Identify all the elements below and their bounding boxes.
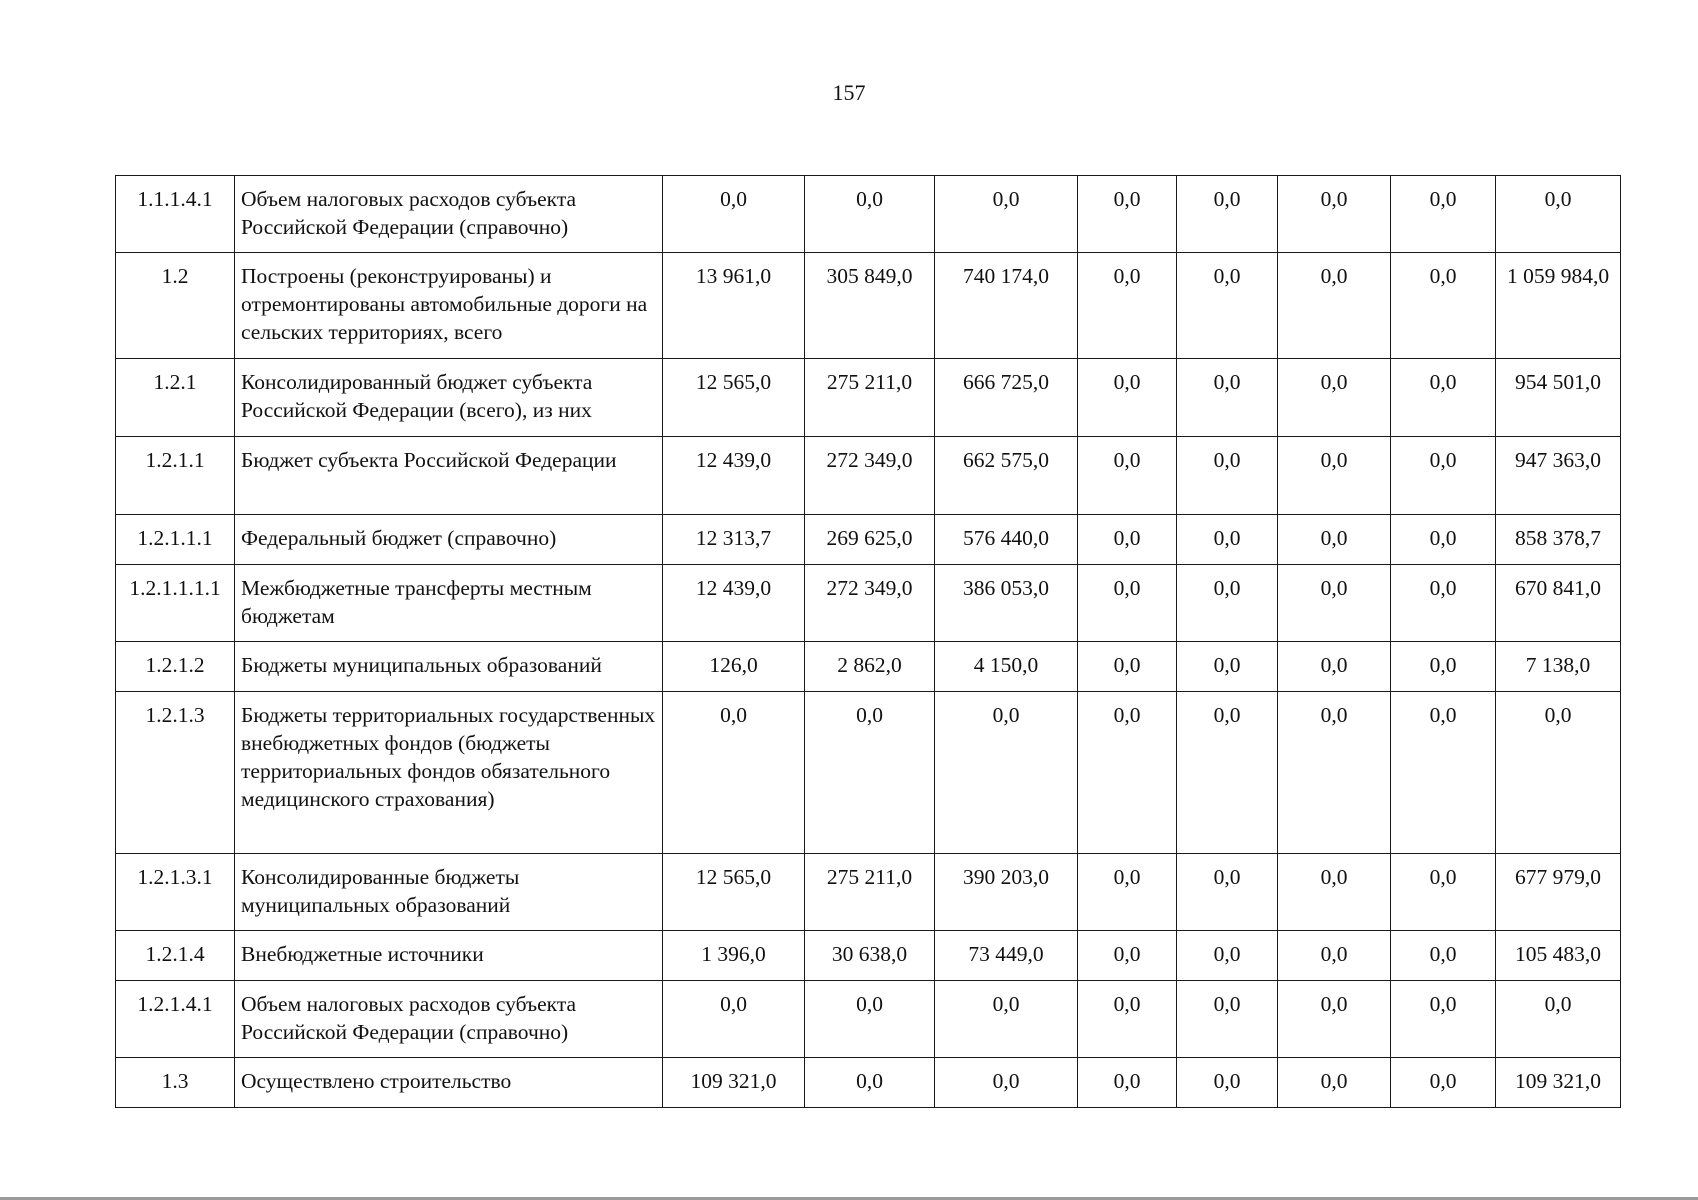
row-total: 670 841,0 (1496, 565, 1621, 642)
row-name: Внебюджетные источники (235, 931, 663, 981)
row-value: 0,0 (1177, 176, 1278, 253)
row-value: 0,0 (1278, 642, 1391, 692)
row-value: 275 211,0 (805, 359, 935, 437)
row-name: Построены (реконструированы) и отремонтированы автомобильные дороги на сельских территориях, всего (235, 253, 663, 359)
table-row (116, 1058, 1621, 1108)
row-name: Бюджеты муниципальных образований (235, 642, 663, 692)
row-value: 576 440,0 (935, 515, 1078, 565)
row-name: Бюджеты территориальных государственных внебюджетных фондов (бюджеты территориальных фондов обязательного медицинского страхования) (235, 692, 663, 854)
row-value: 0,0 (1177, 1058, 1278, 1108)
row-value: 0,0 (1278, 565, 1391, 642)
row-value: 0,0 (1177, 981, 1278, 1058)
row-name: Федеральный бюджет (справочно) (235, 515, 663, 565)
row-value: 0,0 (1177, 642, 1278, 692)
row-total: 947 363,0 (1496, 437, 1621, 515)
row-value: 0,0 (1078, 692, 1177, 854)
row-value: 662 575,0 (935, 437, 1078, 515)
row-value: 0,0 (1078, 253, 1177, 359)
row-value: 0,0 (1391, 565, 1496, 642)
row-number: 1.2.1.2 (116, 642, 235, 692)
row-name: Консолидированные бюджеты муниципальных образований (235, 854, 663, 931)
row-value: 386 053,0 (935, 565, 1078, 642)
table-row (116, 981, 1621, 1058)
row-total: 1 059 984,0 (1496, 253, 1621, 359)
row-value: 0,0 (805, 176, 935, 253)
row-value: 0,0 (1391, 642, 1496, 692)
table-row (116, 565, 1621, 642)
row-value: 0,0 (935, 981, 1078, 1058)
row-total: 954 501,0 (1496, 359, 1621, 437)
row-name: Осуществлено строительство (235, 1058, 663, 1108)
row-number: 1.2.1.3.1 (116, 854, 235, 931)
row-number: 1.3 (116, 1058, 235, 1108)
row-value: 0,0 (663, 981, 805, 1058)
row-value: 305 849,0 (805, 253, 935, 359)
row-value: 0,0 (1078, 515, 1177, 565)
row-number: 1.2.1.3 (116, 692, 235, 854)
table-row (116, 253, 1621, 359)
row-value: 0,0 (1177, 253, 1278, 359)
page-number: 157 (832, 80, 866, 105)
row-value: 0,0 (805, 692, 935, 854)
row-value: 12 313,7 (663, 515, 805, 565)
row-value: 666 725,0 (935, 359, 1078, 437)
row-value: 0,0 (935, 1058, 1078, 1108)
row-value: 0,0 (1278, 437, 1391, 515)
row-name: Объем налоговых расходов субъекта Российской Федерации (справочно) (235, 176, 663, 253)
row-name: Консолидированный бюджет субъекта Российской Федерации (всего), из них (235, 359, 663, 437)
row-number: 1.2.1.4 (116, 931, 235, 981)
row-value: 0,0 (1278, 692, 1391, 854)
row-value: 0,0 (1078, 1058, 1177, 1108)
table-row (116, 692, 1621, 854)
row-total: 0,0 (1496, 176, 1621, 253)
row-value: 0,0 (1391, 931, 1496, 981)
row-value: 0,0 (1177, 565, 1278, 642)
table-row (116, 437, 1621, 515)
row-total: 0,0 (1496, 692, 1621, 854)
row-value: 269 625,0 (805, 515, 935, 565)
row-value: 30 638,0 (805, 931, 935, 981)
row-value: 0,0 (1391, 437, 1496, 515)
row-value: 0,0 (1177, 359, 1278, 437)
row-value: 2 862,0 (805, 642, 935, 692)
row-value: 0,0 (1391, 253, 1496, 359)
row-value: 0,0 (1278, 981, 1391, 1058)
row-value: 272 349,0 (805, 437, 935, 515)
row-total: 109 321,0 (1496, 1058, 1621, 1108)
row-value: 0,0 (663, 692, 805, 854)
row-number: 1.1.1.4.1 (116, 176, 235, 253)
table-row (116, 931, 1621, 981)
row-value: 0,0 (805, 981, 935, 1058)
table-row (116, 854, 1621, 931)
budget-table (115, 175, 1621, 1108)
row-total: 677 979,0 (1496, 854, 1621, 931)
row-value: 0,0 (1177, 437, 1278, 515)
row-value: 12 439,0 (663, 437, 805, 515)
row-name: Бюджет субъекта Российской Федерации (235, 437, 663, 515)
row-value: 0,0 (1278, 359, 1391, 437)
table-row (116, 359, 1621, 437)
row-name: Объем налоговых расходов субъекта Российской Федерации (справочно) (235, 981, 663, 1058)
row-number: 1.2.1.1 (116, 437, 235, 515)
row-value: 0,0 (1078, 642, 1177, 692)
row-total: 858 378,7 (1496, 515, 1621, 565)
row-value: 0,0 (1278, 253, 1391, 359)
table-row (116, 515, 1621, 565)
row-value: 0,0 (1391, 1058, 1496, 1108)
row-name: Межбюджетные трансферты местным бюджетам (235, 565, 663, 642)
row-value: 0,0 (935, 176, 1078, 253)
row-number: 1.2 (116, 253, 235, 359)
row-value: 272 349,0 (805, 565, 935, 642)
row-value: 0,0 (1391, 359, 1496, 437)
row-value: 0,0 (1278, 176, 1391, 253)
row-value: 0,0 (1177, 854, 1278, 931)
row-value: 0,0 (1391, 981, 1496, 1058)
row-number: 1.2.1.1.1 (116, 515, 235, 565)
table-row (116, 642, 1621, 692)
row-value: 0,0 (935, 692, 1078, 854)
row-value: 12 565,0 (663, 854, 805, 931)
row-value: 0,0 (1078, 931, 1177, 981)
row-value: 0,0 (1391, 515, 1496, 565)
row-value: 4 150,0 (935, 642, 1078, 692)
row-value: 0,0 (805, 1058, 935, 1108)
row-value: 390 203,0 (935, 854, 1078, 931)
row-total: 7 138,0 (1496, 642, 1621, 692)
row-value: 0,0 (1177, 692, 1278, 854)
row-value: 0,0 (1278, 1058, 1391, 1108)
row-number: 1.2.1 (116, 359, 235, 437)
row-value: 12 439,0 (663, 565, 805, 642)
row-value: 0,0 (1078, 565, 1177, 642)
row-number: 1.2.1.4.1 (116, 981, 235, 1058)
row-value: 0,0 (1177, 515, 1278, 565)
row-value: 109 321,0 (663, 1058, 805, 1108)
row-value: 740 174,0 (935, 253, 1078, 359)
row-value: 0,0 (1278, 931, 1391, 981)
row-value: 13 961,0 (663, 253, 805, 359)
row-value: 12 565,0 (663, 359, 805, 437)
row-value: 0,0 (1078, 176, 1177, 253)
row-total: 0,0 (1496, 981, 1621, 1058)
row-number: 1.2.1.1.1.1 (116, 565, 235, 642)
row-value: 0,0 (1078, 437, 1177, 515)
row-value: 0,0 (1278, 515, 1391, 565)
row-value: 275 211,0 (805, 854, 935, 931)
row-value: 0,0 (1391, 854, 1496, 931)
row-value: 0,0 (1078, 854, 1177, 931)
row-value: 0,0 (1391, 692, 1496, 854)
row-value: 0,0 (1078, 359, 1177, 437)
row-value: 1 396,0 (663, 931, 805, 981)
row-value: 73 449,0 (935, 931, 1078, 981)
row-value: 0,0 (1177, 931, 1278, 981)
row-value: 0,0 (1078, 981, 1177, 1058)
row-value: 0,0 (1278, 854, 1391, 931)
row-value: 126,0 (663, 642, 805, 692)
row-value: 0,0 (1391, 176, 1496, 253)
table-row (116, 176, 1621, 253)
row-value: 0,0 (663, 176, 805, 253)
row-total: 105 483,0 (1496, 931, 1621, 981)
